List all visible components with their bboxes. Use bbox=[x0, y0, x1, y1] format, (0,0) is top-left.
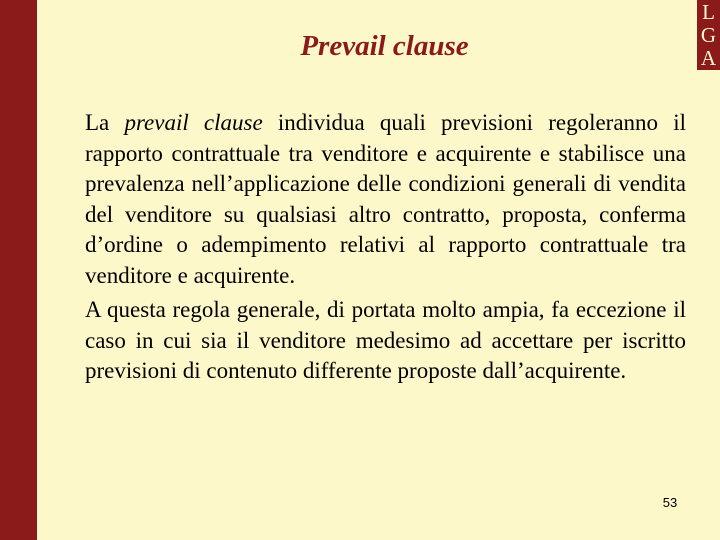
paragraph-1-rest: individua quali previsioni regoleranno il rapporto contrattuale tra venditore e acquirente e stabilisce una prevalenza nell’applicazione delle condizioni generali di vendita del venditore su qualsiasi altro contratto, proposta, conferma d’ordine o adempimento relativi al rapporto contrattuale tra venditore e acquirente. bbox=[85, 110, 686, 288]
left-decorative-bar bbox=[0, 0, 37, 540]
paragraph-2: A questa regola generale, di portata molto ampia, fa eccezione il caso in cui sia il venditore medesimo ad accettare per iscritto previsioni di contenuto differente proposte dall’acquirente. bbox=[85, 297, 686, 383]
logo-letter-g: G bbox=[700, 22, 717, 47]
prevail-clause-term: prevail clause bbox=[124, 110, 263, 135]
slide-body bbox=[85, 108, 686, 387]
page-number: 53 bbox=[662, 495, 678, 510]
slide-title: Prevail clause bbox=[300, 30, 469, 62]
paragraph-1 bbox=[85, 108, 686, 291]
logo-letter-l: L bbox=[702, 0, 715, 25]
logo-letter-a: A bbox=[700, 45, 717, 70]
paragraph-1-lead: La bbox=[85, 110, 125, 135]
